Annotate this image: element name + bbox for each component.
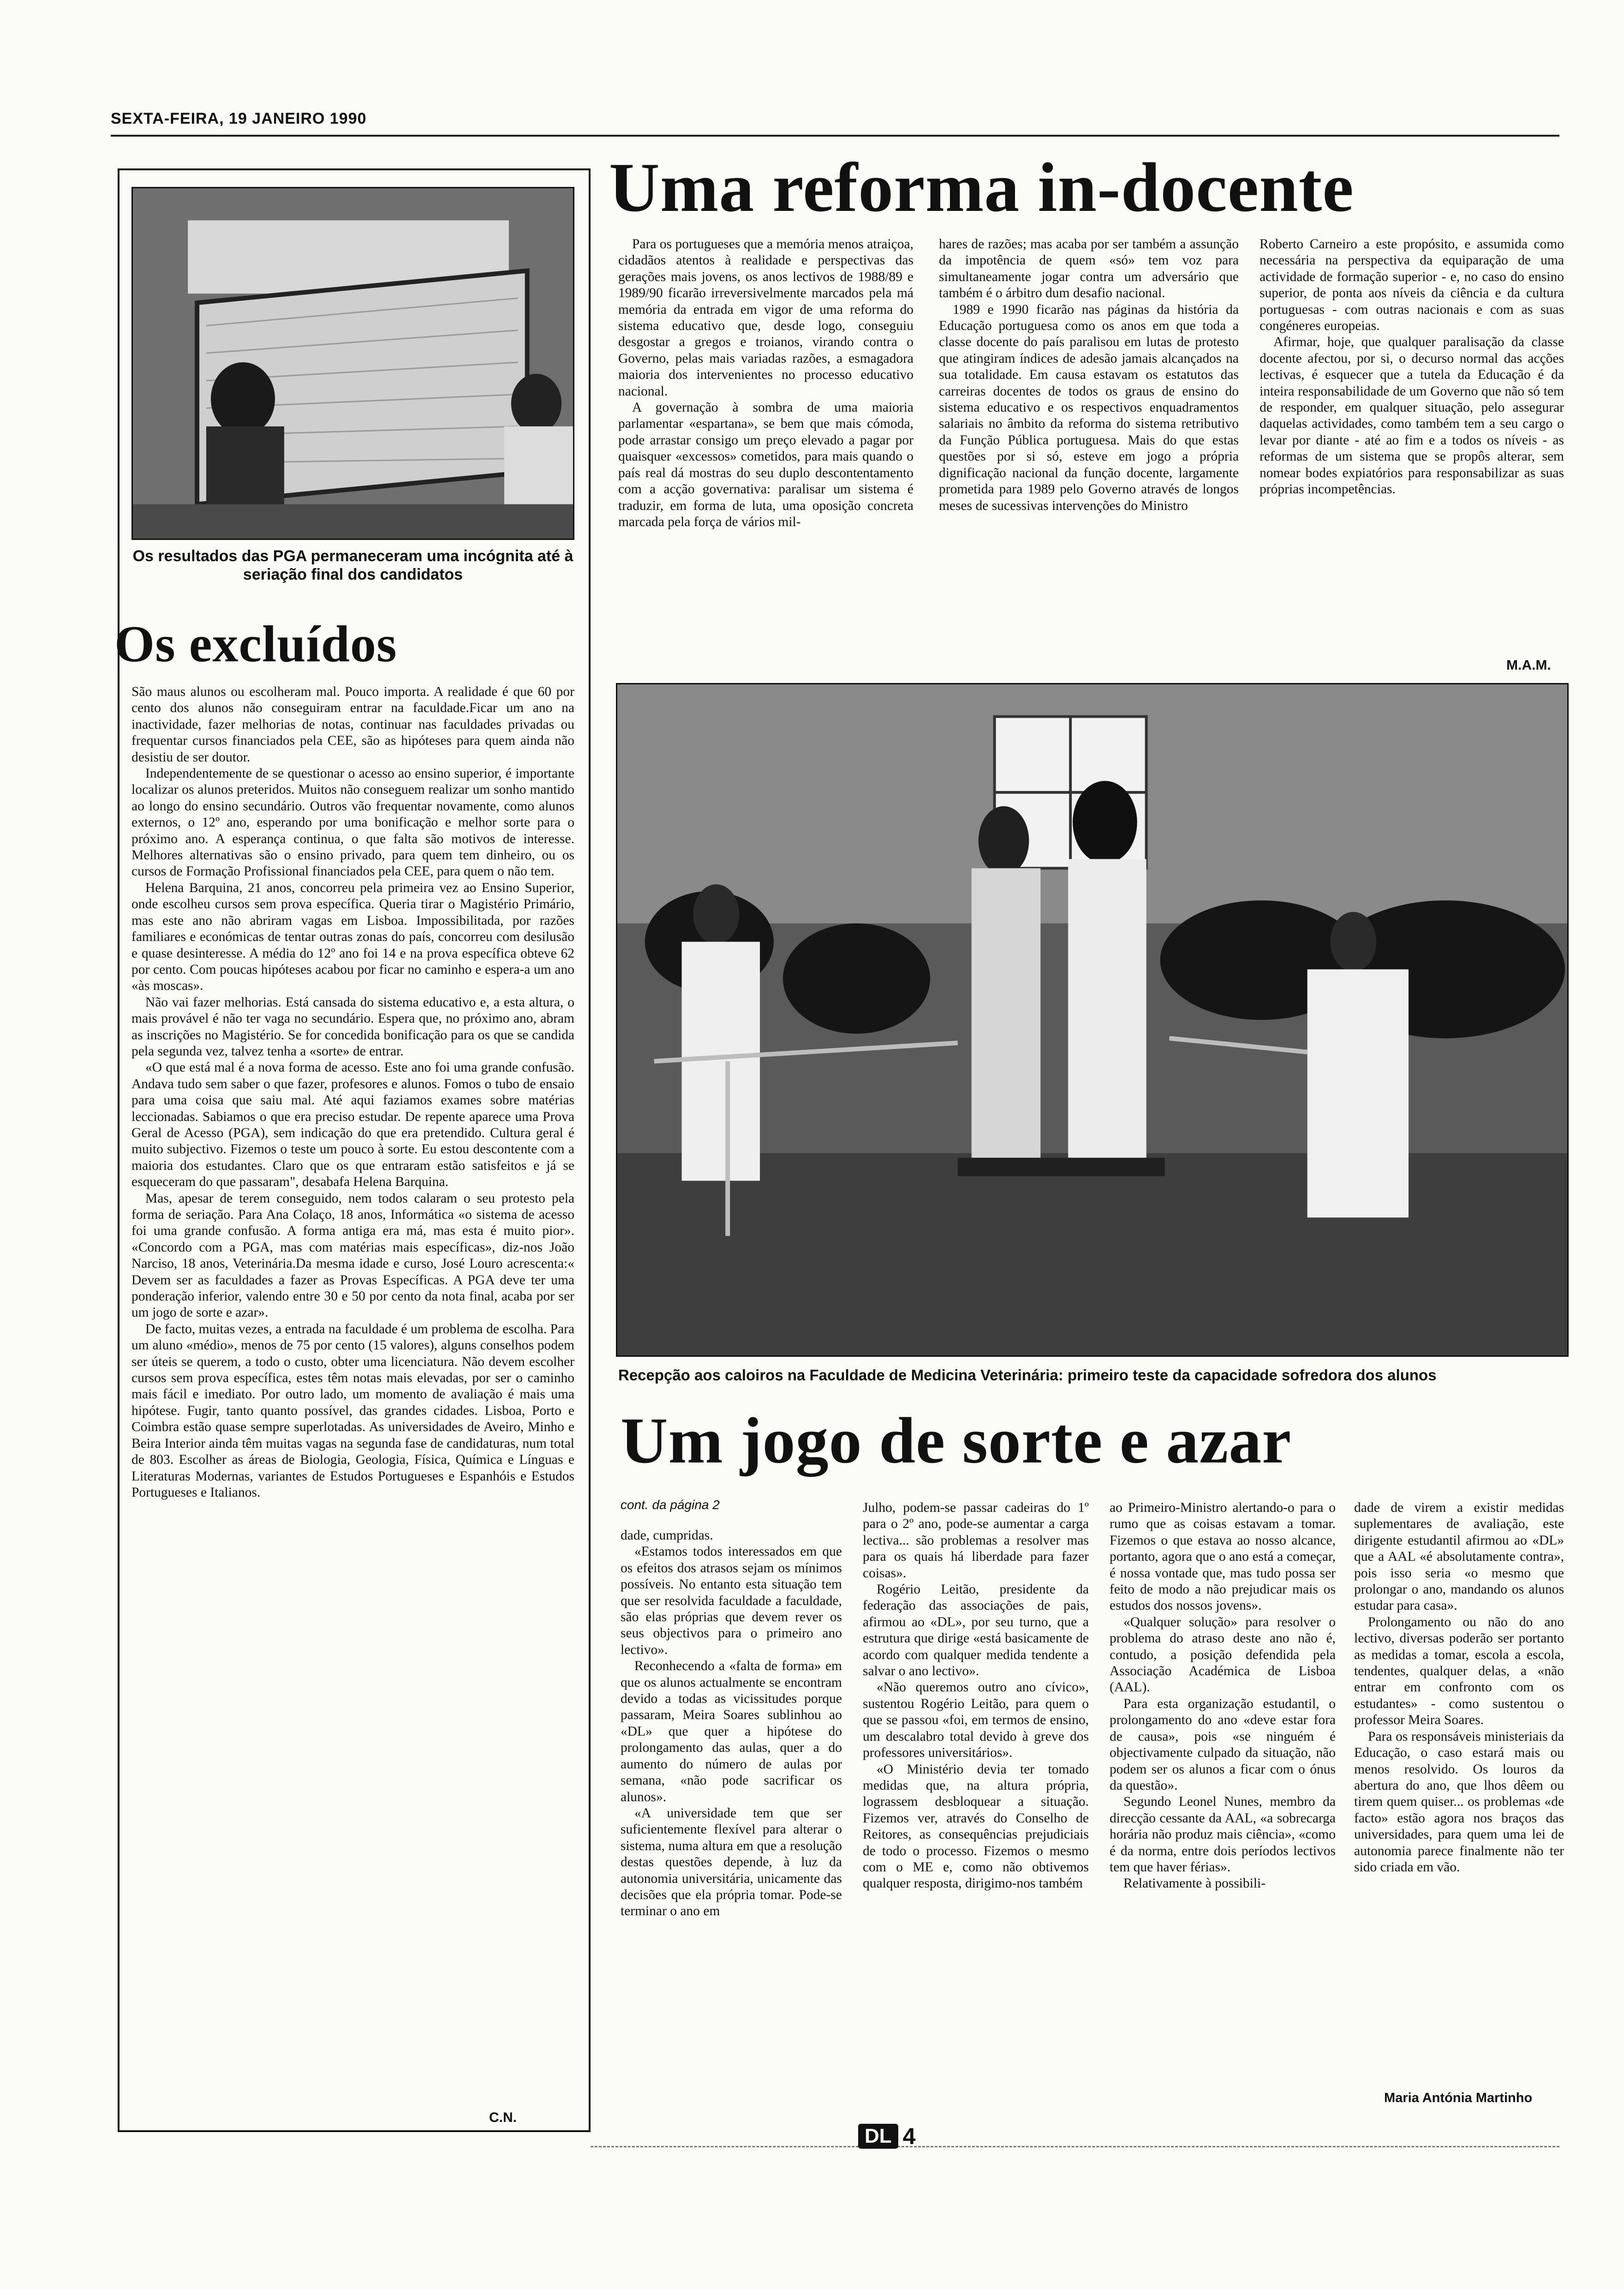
article1-paragraph: hares de razões; mas acaba por ser também a assunção da impotência de quem «só» tem voz para simultaneamente jogar contra um adversário que também é o árbitro dum desafio nacional. [939,237,1239,301]
sidebar-photo-caption: Os resultados das PGA permaneceram uma incógnita até à seriação final dos candidatos [132,547,573,583]
article2-paragraph: Relativamente à possibili- [1123,1876,1266,1891]
sidebar-paragraph: De facto, muitas vezes, a entrada na faculdade é um problema de escolha. Para um aluno «médio», menos de 75 por cento (15 valores), alguns conselhos podem ser úteis se querem, a todo o custo, obter uma licenciatura. Não devem escolher cursos sem prova específica, estes têm notas mais elevadas, por ser o caminho mais fácil e imediato. Por outro lado, um momento de avaliação é mais uma hipótese. Fugir, tanto quanto possível, das grandes cidades. Lisboa, Porto e Coimbra estão quase sempre superlotadas. As universidades de Aveiro, Minho e Beira Interior ainda têm muitas vagas na segunda fase de candidaturas, num total de 803. Escolher as áreas de Biologia, Geologia, Física, Química e Línguas e Literaturas Modernas, variantes de Estudos Portugueses e Espanhóis e Estudos Portugueses e Italianos. [131,1321,574,1500]
article1-col3 [1260,236,1564,642]
article1-paragraph: 1989 e 1990 ficarão nas páginas da história da Educação portuguesa como os anos em que toda a classe docente do país paralisou em lutas de protesto que atingiram índices de adesão jamais alcançados na sua totalidade. Em causa estavam os estatutos das carreiras docentes de todos os graus de ensino do sistema educativo e os respectivos enquadramentos salariais no âmbito da reforma do sistema retributivo da Função Pública portuguesa. Mais do que estas questões por si só, esteve em jogo a própria dignificação nacional da função docente, largamente prometida para 1989 pelo Governo através de longos meses de sucessivas intervenções do Ministro [939,302,1239,513]
article1-paragraph: Roberto Carneiro a este propósito, e assumida como necessária na perspectiva da equiparação de uma actividade de formação superior - e, no caso do ensino superior, de ponta aos níveis da ciência e da cultura portuguesas - com outras nacionais e com as suas congéneres europeias. [1260,237,1564,334]
article2-title: Um jogo de sorte e azar [621,1404,1292,1477]
article1-paragraph: Afirmar, hoje, que qualquer paralisação da classe docente afectou, por si, o decurso normal das acções lectivas, é esquecer que a tutela da Educação é da inteira responsabilidade de um Governo que não só tem de responder, em qualquer situação, pelo assegurar daquelas actividades, como também tem a seu cargo o levar por diante - até ao fim e a todos os níveis - as reformas de um sistema que se propôs alterar, sem nomear bodes expiatórios para responsabilizar as suas próprias incompetências. [1260,335,1564,497]
sidebar-paragraph: Mas, apesar de terem conseguido, nem todos calaram o seu protesto pela forma de seriação. Para Ana Colaço, 18 anos, Informática «o sistema de acesso foi uma grande confusão. A forma antiga era má, mas esta é muito pior». «Concordo com a PGA, mas com matérias mais específicas», diz-nos João Narciso, 18 anos, Veterinária.Da mesma idade e curso, José Louro acrescenta:« Devem ser as faculdades a fazer as Provas Específicas. A PGA deve ter uma ponderação inferior, valendo entre 30 e 50 por cento da nota final, acaba por ser um jogo de sorte e azar». [131,1191,574,1320]
sidebar-paragraph: «O que está mal é a nova forma de acesso. Este ano foi uma grande confusão. Andava tudo sem saber o que fazer, profesores e alunos. Fomos o tubo de ensaio para uma coisa que saiu mal. Até aqui faziamos exames sobre matérias leccionadas. Sabiamos o que era preciso estudar. De repente aparece uma Prova Geral de Acesso (PGA), sem indicação do que era pretendido. Cultura geral é muito subjectivo. Fizemos o teste um pouco à sorte. Eu estou descontente com a maioria dos estudantes. Claro que os que entraram estão satisfeitos e já se esqueceram do que passaram", desabafa Helena Barquina. [131,1060,574,1190]
article2-col2 [863,1500,1089,2130]
footer-rule [591,2146,1559,2147]
article2-paragraph: Julho, podem-se passar cadeiras do 1º para o 2º ano, pode-se aumentar a carga lectiva... são problemas a resolver mas para os quais há liberdade para fazer coisas». [863,1500,1089,1581]
article2-paragraph: «A universidade tem que ser suficientemente flexível para alterar o sistema, numa altura em que a resolução destas questões depende, à luz da autonomia universitária, unicamente das decisões que ela própria tomar. Pode-se terminar o ano em [621,1805,842,1919]
main-photo-caption: Recepção aos caloiros na Faculdade de Medicina Veterinária: primeiro teste da capacidade sofredora dos alunos [618,1366,1437,1384]
header-rule [111,135,1559,137]
sidebar-body [131,684,574,2108]
article1-signature: M.A.M. [1506,658,1551,673]
article2-paragraph: Reconhecendo a «falta de forma» em que os alunos actualmente se encontram devido a todas as vicissitudes porque passaram, Meira Soares sublinhou ao «DL» que quer a hipótese do prolongamento das aulas, quer a do aumento do número de aulas por semana, «não pode sacrificar os alunos». [621,1659,842,1804]
article2-signature: Maria Antónia Martinho [1384,2091,1533,2105]
article2-paragraph: Para os responsáveis ministeriais da Educação, o caso estará mais ou menos resolvido. Os louros da abertura do ano, que lhos dêem ou tirem quem quiser... os problemas «de facto» estão agora nos braços das universidades, para quem uma lei de autonomia parece finalmente não ter sido criada em vão. [1354,1729,1564,1875]
veterinary-freshmen-reception-image [617,684,1567,1355]
article1-col2 [939,236,1239,675]
article2-paragraph: Prolongamento ou não do ano lectivo, diversas poderão ser portanto as medidas a tomar, escola a escola, tendentes, qualquer delas, a «não entrar em confronto com os estudantes» - como sustentou o professor Meira Soares. [1354,1614,1564,1728]
exam-results-board-image [133,188,573,539]
article2-paragraph: Para esta organização estudantil, o prolongamento do ano «deve estar fora de causa», pois «se ninguém é objectivamente culpado da situação, não podem ser os alunos a ficar com o ónus da questão». [1110,1696,1336,1793]
sidebar-signature: C.N. [489,2110,517,2125]
sidebar-paragraph: Helena Barquina, 21 anos, concorreu pela primeira vez ao Ensino Superior, onde escolheu cursos sem prova específica. Queria tirar o Magistério Primário, mas este ano não abriram vagas em Lisboa. Impossibilitada, por razões familiares e económicas de tentar outras zonas do país, concorreu com desilusão e quase desinteresse. A média do 12º ano foi 14 e na prova específica obteve 62 por cento. Com poucas hipóteses acabou por ficar no caminho e espera-a um ano «às moscas». [131,880,574,994]
article2-paragraph: dade de virem a existir medidas suplementares de avaliação, este dirigente estudantil afirmou ao «DL» que a AAL «é absolutamente contra», pois isso seria «o mesmo que prolongar o ano, mandando os alunos estudar para casa». [1354,1500,1564,1613]
article2-paragraph: «Não queremos outro ano cívico», sustentou Rogério Leitão, para quem o que se passou «foi, em termos de ensino, um descalabro total devido à greve dos professores universitários». [863,1680,1089,1761]
article2-paragraph: ao Primeiro-Ministro alertando-o para o rumo que as coisas estavam a tomar. Fizemos o que estava ao nosso alcance, portanto, agora que o ano está a começar, é nossa vontade que, mas tudo possa ser feito de modo a não prejudicar mais os estudos dos nossos jovens». [1110,1500,1336,1613]
article1-paragraph: A governação à sombra de uma maioria parlamentar «espartana», se bem que mais cómoda, pode arrastar consigo um preço elevado a pagar por quaisquer «excessos» cometidos, para mais quando o país real dá mostras do seu duplo descontentamento com a acção governativa: paralisar um sistema é traduzir, em forma de luta, uma oposição concreta marcada pela força de vários mil- [618,400,914,529]
main-photo [616,683,1569,1357]
article2-paragraph: Segundo Leonel Nunes, membro da direcção cessante da AAL, «a sobrecarga horária não produz mais ciência», «como é da norma, entre dois períodos lectivos tem que haver férias». [1110,1794,1336,1875]
page-number: 4 [902,2123,916,2149]
page-mark-logo: DL [858,2124,898,2149]
sidebar-paragraph: Não vai fazer melhorias. Está cansada do sistema educativo e, a esta altura, o mais provável é não ter vaga no secundário. Espera que, no próximo ano, abram as inscrições no Magistério. Se for concedida bonificação para os que se candida pela segunda vez, talvez tenha a «sorte» de entrar. [131,995,574,1059]
sidebar-paragraph: Independentemente de se questionar o acesso ao ensino superior, é importante localizar os alunos preteridos. Muitos não conseguem realizar um sonho mantido ao longo do ensino secundário. Outros vão frequentar novamente, como alunos externos, o 12º ano, esperando por uma bonificação e melhor sorte para o próximo ano. A esperança continua, o que falta são motivos de interesse. Melhores alternativas são o ensino privado, para quem tem dinheiro, ou os cursos de Formação Profissional financiados pela CEE, para quem o não tem. [131,766,574,879]
article1-col1 [618,236,914,675]
sidebar-title: Os excluídos [114,616,397,673]
sidebar-photo [131,187,574,540]
article2-col4 [1354,1500,1564,2058]
article2-col3 [1110,1500,1336,2130]
sidebar-paragraph: São maus alunos ou escolheram mal. Pouco importa. A realidade é que 60 por cento dos alunos não conseguiram entrar na faculdade.Ficar um ano na inactividade, fazer melhorias de notas, continuar nas faculdades privadas ou frequentar cursos financiados pela CEE, são as hipóteses para quem ainda não desistiu de ser doutor. [131,684,574,765]
article2-paragraph: «Estamos todos interessados em que os efeitos dos atrasos sejam os mínimos possíveis. No entanto esta situação tem que ser resolvida faculdade a faculdade, são elas próprias que devem rever os seus objectivos para o primeiro ano lectivo». [621,1544,842,1657]
article2-paragraph: Rogério Leitão, presidente da federação das associações de pais, afirmou ao «DL», por seu turno, que a estrutura que dirige «está basicamente de acordo com qualquer medida tendente a salvar o ano lectivo». [863,1582,1089,1679]
article1-title: Uma reforma in-docente [609,149,1354,226]
dateline: SEXTA-FEIRA, 19 JANEIRO 1990 [111,110,367,127]
footer-folio [858,2123,915,2150]
article2-continued: cont. da página 2 [621,1498,720,1512]
article2-paragraph: «O Ministério devia ter tomado medidas que, na altura própria, lograssem desbloquear a situação. Fizemos ver, através do Conselho de Reitores, as consequências prejudiciais de todo o processo. Fizemos o mesmo com o ME e, como não obtivemos qualquer resposta, dirigimo-nos também [863,1762,1089,1891]
article2-col1 [621,1528,842,2130]
article2-paragraph: dade, cumpridas. [621,1528,713,1543]
article1-paragraph: Para os portugueses que a memória menos atraiçoa, cidadãos atentos à realidade e perspectivas das gerações mais jovens, os anos lectivos de 1988/89 e 1989/90 ficarão irreversivelmente marcados pela má memória da entrada em vigor de uma reforma do sistema educativo que, desde logo, conseguiu desgostar a gregos e troianos, virando contra o Governo, pelas mais variadas razões, a esmagadora maioria dos intervenientes no processo educativo nacional. [618,237,914,399]
article2-paragraph: «Qualquer solução» para resolver o problema do atraso deste ano não é, contudo, a posição defendida pela Associação Académica de Lisboa (AAL). [1110,1614,1336,1695]
